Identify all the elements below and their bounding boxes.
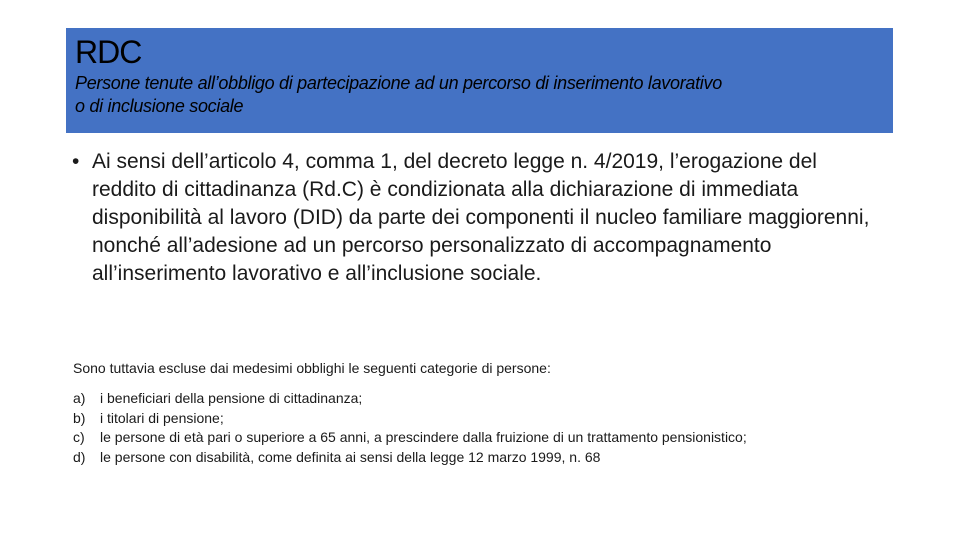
exclusions-intro: Sono tuttavia escluse dai medesimi obblighi le seguenti categorie di persone: <box>73 360 551 376</box>
list-item-marker: c) <box>73 429 85 445</box>
slide-subtitle <box>75 72 893 118</box>
slide-subtitle-line-1: Persone tenute all’obbligo di partecipazione ad un percorso di inserimento lavorativo <box>75 73 722 93</box>
list-item-text: i titolari di pensione; <box>100 409 224 426</box>
list-item-marker: d) <box>73 448 86 465</box>
slide-title: RDC <box>75 34 142 70</box>
list-item-text: i beneficiari della pensione di cittadinanza; <box>100 390 363 406</box>
exclusion-list <box>73 389 747 467</box>
list-item-text: le persone di età pari o superiore a 65 anni, a prescindere dalla fruizione di un trattamento pensionistico; <box>100 429 747 445</box>
list-item-marker: a) <box>73 390 86 406</box>
list-item-text: le persone con disabilità, come definita ai sensi della legge 12 marzo 1999, n. 68 <box>100 448 601 465</box>
list-item <box>73 389 747 409</box>
list-item-marker: b) <box>73 409 86 426</box>
title-banner <box>66 28 893 133</box>
main-bullet-text: Ai sensi dell’articolo 4, comma 1, del decreto legge n. 4/2019, l’erogazione del reddito di cittadinanza (Rd.C) è condizionata alla dichiarazione di immediata disponibilità al lavoro (DID) da parte dei componenti il nucleo familiare maggiorenni, nonché all’adesione ad un percorso personalizzato di accompagnamento all’inserimento lavorativo e all’inclusione sociale. <box>92 150 870 285</box>
main-bullet-paragraph <box>72 148 872 288</box>
list-item <box>73 428 747 448</box>
list-item <box>73 448 747 468</box>
list-item <box>73 409 747 429</box>
bullet-marker: • <box>72 150 80 173</box>
slide-subtitle-line-2: o di inclusione sociale <box>75 96 244 116</box>
